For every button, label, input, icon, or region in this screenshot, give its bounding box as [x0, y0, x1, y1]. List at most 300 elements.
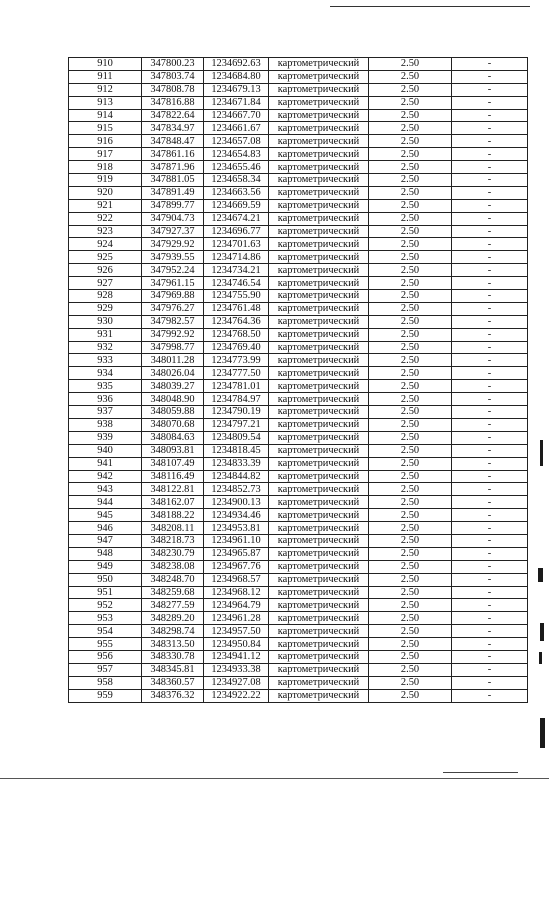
x-coordinate-cell: 348313.50 — [142, 638, 204, 651]
accuracy-cell: 2.50 — [369, 212, 452, 225]
y-coordinate-cell: 1234661.67 — [204, 122, 269, 135]
note-cell: - — [452, 264, 528, 277]
note-cell: - — [452, 406, 528, 419]
method-cell: картометрический — [269, 547, 369, 560]
table-row — [69, 573, 528, 586]
table-row — [69, 225, 528, 238]
method-cell: картометрический — [269, 444, 369, 457]
table-row — [69, 328, 528, 341]
x-coordinate-cell: 348188.22 — [142, 509, 204, 522]
method-cell: картометрический — [269, 599, 369, 612]
method-cell: картометрический — [269, 509, 369, 522]
method-cell: картометрический — [269, 406, 369, 419]
note-cell: - — [452, 586, 528, 599]
accuracy-cell: 2.50 — [369, 96, 452, 109]
accuracy-cell: 2.50 — [369, 328, 452, 341]
y-coordinate-cell: 1234900.13 — [204, 496, 269, 509]
method-cell: картометрический — [269, 328, 369, 341]
x-coordinate-cell: 348238.08 — [142, 560, 204, 573]
method-cell: картометрический — [269, 264, 369, 277]
accuracy-cell: 2.50 — [369, 135, 452, 148]
y-coordinate-cell: 1234933.38 — [204, 663, 269, 676]
point-number-cell: 952 — [69, 599, 142, 612]
table-row — [69, 238, 528, 251]
x-coordinate-cell: 347891.49 — [142, 186, 204, 199]
note-cell: - — [452, 380, 528, 393]
y-coordinate-cell: 1234961.10 — [204, 534, 269, 547]
accuracy-cell: 2.50 — [369, 638, 452, 651]
point-number-cell: 958 — [69, 676, 142, 689]
note-cell: - — [452, 689, 528, 702]
y-coordinate-cell: 1234797.21 — [204, 418, 269, 431]
method-cell: картометрический — [269, 534, 369, 547]
point-number-cell: 925 — [69, 251, 142, 264]
method-cell: картометрический — [269, 560, 369, 573]
x-coordinate-cell: 347822.64 — [142, 109, 204, 122]
method-cell: картометрический — [269, 212, 369, 225]
signature-line — [443, 772, 518, 773]
point-number-cell: 948 — [69, 547, 142, 560]
y-coordinate-cell: 1234961.28 — [204, 612, 269, 625]
method-cell: картометрический — [269, 367, 369, 380]
method-cell: картометрический — [269, 638, 369, 651]
point-number-cell: 937 — [69, 406, 142, 419]
x-coordinate-cell: 348039.27 — [142, 380, 204, 393]
y-coordinate-cell: 1234734.21 — [204, 264, 269, 277]
note-cell: - — [452, 174, 528, 187]
table-row — [69, 174, 528, 187]
x-coordinate-cell: 347976.27 — [142, 302, 204, 315]
accuracy-cell: 2.50 — [369, 457, 452, 470]
y-coordinate-cell: 1234658.34 — [204, 174, 269, 187]
accuracy-cell: 2.50 — [369, 483, 452, 496]
x-coordinate-cell: 348248.70 — [142, 573, 204, 586]
point-number-cell: 939 — [69, 431, 142, 444]
table-row — [69, 599, 528, 612]
method-cell: картометрический — [269, 457, 369, 470]
table-row — [69, 676, 528, 689]
method-cell: картометрический — [269, 612, 369, 625]
accuracy-cell: 2.50 — [369, 302, 452, 315]
table-row — [69, 509, 528, 522]
table-row — [69, 418, 528, 431]
accuracy-cell: 2.50 — [369, 199, 452, 212]
point-number-cell: 920 — [69, 186, 142, 199]
point-number-cell: 929 — [69, 302, 142, 315]
x-coordinate-cell: 347803.74 — [142, 70, 204, 83]
point-number-cell: 957 — [69, 663, 142, 676]
y-coordinate-cell: 1234714.86 — [204, 251, 269, 264]
table-row — [69, 367, 528, 380]
y-coordinate-cell: 1234818.45 — [204, 444, 269, 457]
table-row — [69, 663, 528, 676]
method-cell: картометрический — [269, 161, 369, 174]
table-row — [69, 186, 528, 199]
y-coordinate-cell: 1234701.63 — [204, 238, 269, 251]
note-cell: - — [452, 186, 528, 199]
method-cell: картометрический — [269, 96, 369, 109]
point-number-cell: 951 — [69, 586, 142, 599]
point-number-cell: 946 — [69, 522, 142, 535]
point-number-cell: 916 — [69, 135, 142, 148]
point-number-cell: 914 — [69, 109, 142, 122]
y-coordinate-cell: 1234953.81 — [204, 522, 269, 535]
accuracy-cell: 2.50 — [369, 573, 452, 586]
note-cell: - — [452, 135, 528, 148]
table-row — [69, 470, 528, 483]
method-cell: картометрический — [269, 483, 369, 496]
x-coordinate-cell: 347969.88 — [142, 290, 204, 303]
table-row — [69, 315, 528, 328]
table-row — [69, 251, 528, 264]
y-coordinate-cell: 1234764.36 — [204, 315, 269, 328]
y-coordinate-cell: 1234934.46 — [204, 509, 269, 522]
point-number-cell: 921 — [69, 199, 142, 212]
x-coordinate-cell: 347871.96 — [142, 161, 204, 174]
note-cell: - — [452, 547, 528, 560]
note-cell: - — [452, 315, 528, 328]
x-coordinate-cell: 348162.07 — [142, 496, 204, 509]
note-cell: - — [452, 522, 528, 535]
accuracy-cell: 2.50 — [369, 625, 452, 638]
note-cell: - — [452, 70, 528, 83]
x-coordinate-cell: 348011.28 — [142, 354, 204, 367]
table-row — [69, 380, 528, 393]
x-coordinate-cell: 348289.20 — [142, 612, 204, 625]
scan-mark — [540, 623, 544, 641]
method-cell: картометрический — [269, 174, 369, 187]
y-coordinate-cell: 1234671.84 — [204, 96, 269, 109]
note-cell: - — [452, 302, 528, 315]
x-coordinate-cell: 348218.73 — [142, 534, 204, 547]
note-cell: - — [452, 251, 528, 264]
y-coordinate-cell: 1234950.84 — [204, 638, 269, 651]
y-coordinate-cell: 1234968.57 — [204, 573, 269, 586]
y-coordinate-cell: 1234746.54 — [204, 277, 269, 290]
table-row — [69, 547, 528, 560]
x-coordinate-cell: 348259.68 — [142, 586, 204, 599]
note-cell: - — [452, 393, 528, 406]
note-cell: - — [452, 199, 528, 212]
note-cell: - — [452, 225, 528, 238]
point-number-cell: 924 — [69, 238, 142, 251]
coordinates-table-body — [69, 58, 528, 703]
method-cell: картометрический — [269, 199, 369, 212]
method-cell: картометрический — [269, 380, 369, 393]
accuracy-cell: 2.50 — [369, 547, 452, 560]
x-coordinate-cell: 347992.92 — [142, 328, 204, 341]
note-cell: - — [452, 560, 528, 573]
x-coordinate-cell: 348376.32 — [142, 689, 204, 702]
note-cell: - — [452, 470, 528, 483]
point-number-cell: 940 — [69, 444, 142, 457]
x-coordinate-cell: 347952.24 — [142, 264, 204, 277]
point-number-cell: 931 — [69, 328, 142, 341]
table-row — [69, 58, 528, 71]
note-cell: - — [452, 290, 528, 303]
table-row — [69, 534, 528, 547]
point-number-cell: 944 — [69, 496, 142, 509]
table-row — [69, 354, 528, 367]
point-number-cell: 933 — [69, 354, 142, 367]
y-coordinate-cell: 1234679.13 — [204, 83, 269, 96]
y-coordinate-cell: 1234655.46 — [204, 161, 269, 174]
point-number-cell: 918 — [69, 161, 142, 174]
table-row — [69, 109, 528, 122]
y-coordinate-cell: 1234965.87 — [204, 547, 269, 560]
table-row — [69, 689, 528, 702]
x-coordinate-cell: 347848.47 — [142, 135, 204, 148]
x-coordinate-cell: 348345.81 — [142, 663, 204, 676]
accuracy-cell: 2.50 — [369, 109, 452, 122]
accuracy-cell: 2.50 — [369, 315, 452, 328]
x-coordinate-cell: 348116.49 — [142, 470, 204, 483]
y-coordinate-cell: 1234755.90 — [204, 290, 269, 303]
method-cell: картометрический — [269, 302, 369, 315]
note-cell: - — [452, 534, 528, 547]
accuracy-cell: 2.50 — [369, 122, 452, 135]
point-number-cell: 927 — [69, 277, 142, 290]
x-coordinate-cell: 348360.57 — [142, 676, 204, 689]
point-number-cell: 926 — [69, 264, 142, 277]
y-coordinate-cell: 1234769.40 — [204, 341, 269, 354]
note-cell: - — [452, 431, 528, 444]
accuracy-cell: 2.50 — [369, 560, 452, 573]
accuracy-cell: 2.50 — [369, 148, 452, 161]
method-cell: картометрический — [269, 663, 369, 676]
x-coordinate-cell: 347998.77 — [142, 341, 204, 354]
x-coordinate-cell: 347939.55 — [142, 251, 204, 264]
x-coordinate-cell: 348122.81 — [142, 483, 204, 496]
accuracy-cell: 2.50 — [369, 83, 452, 96]
y-coordinate-cell: 1234833.39 — [204, 457, 269, 470]
method-cell: картометрический — [269, 689, 369, 702]
table-row — [69, 612, 528, 625]
y-coordinate-cell: 1234852.73 — [204, 483, 269, 496]
point-number-cell: 936 — [69, 393, 142, 406]
x-coordinate-cell: 348208.11 — [142, 522, 204, 535]
method-cell: картометрический — [269, 418, 369, 431]
x-coordinate-cell: 347961.15 — [142, 277, 204, 290]
x-coordinate-cell: 347800.23 — [142, 58, 204, 71]
y-coordinate-cell: 1234674.21 — [204, 212, 269, 225]
y-coordinate-cell: 1234809.54 — [204, 431, 269, 444]
y-coordinate-cell: 1234667.70 — [204, 109, 269, 122]
table-row — [69, 70, 528, 83]
y-coordinate-cell: 1234773.99 — [204, 354, 269, 367]
scan-mark — [540, 440, 543, 466]
accuracy-cell: 2.50 — [369, 406, 452, 419]
point-number-cell: 922 — [69, 212, 142, 225]
accuracy-cell: 2.50 — [369, 612, 452, 625]
accuracy-cell: 2.50 — [369, 444, 452, 457]
y-coordinate-cell: 1234692.63 — [204, 58, 269, 71]
accuracy-cell: 2.50 — [369, 663, 452, 676]
point-number-cell: 934 — [69, 367, 142, 380]
accuracy-cell: 2.50 — [369, 534, 452, 547]
note-cell: - — [452, 328, 528, 341]
y-coordinate-cell: 1234654.83 — [204, 148, 269, 161]
x-coordinate-cell: 348093.81 — [142, 444, 204, 457]
note-cell: - — [452, 109, 528, 122]
point-number-cell: 956 — [69, 650, 142, 663]
accuracy-cell: 2.50 — [369, 418, 452, 431]
table-row — [69, 444, 528, 457]
y-coordinate-cell: 1234967.76 — [204, 560, 269, 573]
note-cell: - — [452, 161, 528, 174]
y-coordinate-cell: 1234968.12 — [204, 586, 269, 599]
accuracy-cell: 2.50 — [369, 238, 452, 251]
x-coordinate-cell: 347808.78 — [142, 83, 204, 96]
table-row — [69, 96, 528, 109]
note-cell: - — [452, 599, 528, 612]
point-number-cell: 928 — [69, 290, 142, 303]
accuracy-cell: 2.50 — [369, 277, 452, 290]
y-coordinate-cell: 1234663.56 — [204, 186, 269, 199]
table-row — [69, 457, 528, 470]
method-cell: картометрический — [269, 58, 369, 71]
table-row — [69, 264, 528, 277]
note-cell: - — [452, 625, 528, 638]
method-cell: картометрический — [269, 83, 369, 96]
note-cell: - — [452, 457, 528, 470]
point-number-cell: 955 — [69, 638, 142, 651]
table-row — [69, 625, 528, 638]
point-number-cell: 930 — [69, 315, 142, 328]
note-cell: - — [452, 496, 528, 509]
table-row — [69, 83, 528, 96]
accuracy-cell: 2.50 — [369, 341, 452, 354]
note-cell: - — [452, 148, 528, 161]
note-cell: - — [452, 509, 528, 522]
point-number-cell: 911 — [69, 70, 142, 83]
y-coordinate-cell: 1234761.48 — [204, 302, 269, 315]
method-cell: картометрический — [269, 148, 369, 161]
accuracy-cell: 2.50 — [369, 58, 452, 71]
y-coordinate-cell: 1234957.50 — [204, 625, 269, 638]
table-row — [69, 135, 528, 148]
x-coordinate-cell: 348230.79 — [142, 547, 204, 560]
method-cell: картометрический — [269, 341, 369, 354]
y-coordinate-cell: 1234784.97 — [204, 393, 269, 406]
y-coordinate-cell: 1234696.77 — [204, 225, 269, 238]
point-number-cell: 919 — [69, 174, 142, 187]
note-cell: - — [452, 354, 528, 367]
note-cell: - — [452, 341, 528, 354]
x-coordinate-cell: 348277.59 — [142, 599, 204, 612]
y-coordinate-cell: 1234669.59 — [204, 199, 269, 212]
x-coordinate-cell: 348298.74 — [142, 625, 204, 638]
x-coordinate-cell: 348026.04 — [142, 367, 204, 380]
accuracy-cell: 2.50 — [369, 509, 452, 522]
note-cell: - — [452, 58, 528, 71]
method-cell: картометрический — [269, 186, 369, 199]
accuracy-cell: 2.50 — [369, 650, 452, 663]
x-coordinate-cell: 348070.68 — [142, 418, 204, 431]
x-coordinate-cell: 348330.78 — [142, 650, 204, 663]
y-coordinate-cell: 1234684.80 — [204, 70, 269, 83]
table-row — [69, 393, 528, 406]
y-coordinate-cell: 1234844.82 — [204, 470, 269, 483]
note-cell: - — [452, 612, 528, 625]
accuracy-cell: 2.50 — [369, 225, 452, 238]
method-cell: картометрический — [269, 251, 369, 264]
accuracy-cell: 2.50 — [369, 676, 452, 689]
method-cell: картометрический — [269, 109, 369, 122]
method-cell: картометрический — [269, 70, 369, 83]
point-number-cell: 935 — [69, 380, 142, 393]
point-number-cell: 932 — [69, 341, 142, 354]
method-cell: картометрический — [269, 573, 369, 586]
point-number-cell: 938 — [69, 418, 142, 431]
accuracy-cell: 2.50 — [369, 174, 452, 187]
method-cell: картометрический — [269, 315, 369, 328]
x-coordinate-cell: 347904.73 — [142, 212, 204, 225]
x-coordinate-cell: 347929.92 — [142, 238, 204, 251]
method-cell: картометрический — [269, 290, 369, 303]
method-cell: картометрический — [269, 676, 369, 689]
y-coordinate-cell: 1234964.79 — [204, 599, 269, 612]
y-coordinate-cell: 1234790.19 — [204, 406, 269, 419]
point-number-cell: 941 — [69, 457, 142, 470]
method-cell: картометрический — [269, 122, 369, 135]
accuracy-cell: 2.50 — [369, 496, 452, 509]
method-cell: картометрический — [269, 625, 369, 638]
table-row — [69, 290, 528, 303]
coordinates-table — [68, 57, 528, 703]
table-row — [69, 277, 528, 290]
note-cell: - — [452, 96, 528, 109]
point-number-cell: 949 — [69, 560, 142, 573]
table-row — [69, 122, 528, 135]
point-number-cell: 947 — [69, 534, 142, 547]
x-coordinate-cell: 347927.37 — [142, 225, 204, 238]
point-number-cell: 943 — [69, 483, 142, 496]
table-row — [69, 212, 528, 225]
note-cell: - — [452, 238, 528, 251]
method-cell: картометрический — [269, 586, 369, 599]
point-number-cell: 910 — [69, 58, 142, 71]
note-cell: - — [452, 444, 528, 457]
table-row — [69, 148, 528, 161]
y-coordinate-cell: 1234657.08 — [204, 135, 269, 148]
note-cell: - — [452, 418, 528, 431]
scan-mark — [540, 718, 545, 748]
accuracy-cell: 2.50 — [369, 431, 452, 444]
method-cell: картометрический — [269, 393, 369, 406]
accuracy-cell: 2.50 — [369, 264, 452, 277]
note-cell: - — [452, 122, 528, 135]
point-number-cell: 950 — [69, 573, 142, 586]
table-row — [69, 341, 528, 354]
point-number-cell: 959 — [69, 689, 142, 702]
point-number-cell: 913 — [69, 96, 142, 109]
method-cell: картометрический — [269, 522, 369, 535]
table-row — [69, 406, 528, 419]
y-coordinate-cell: 1234927.08 — [204, 676, 269, 689]
y-coordinate-cell: 1234922.22 — [204, 689, 269, 702]
accuracy-cell: 2.50 — [369, 586, 452, 599]
x-coordinate-cell: 348107.49 — [142, 457, 204, 470]
table-row — [69, 496, 528, 509]
x-coordinate-cell: 348084.63 — [142, 431, 204, 444]
table-row — [69, 650, 528, 663]
point-number-cell: 942 — [69, 470, 142, 483]
accuracy-cell: 2.50 — [369, 186, 452, 199]
scan-mark — [539, 652, 542, 664]
note-cell: - — [452, 573, 528, 586]
x-coordinate-cell: 347816.88 — [142, 96, 204, 109]
